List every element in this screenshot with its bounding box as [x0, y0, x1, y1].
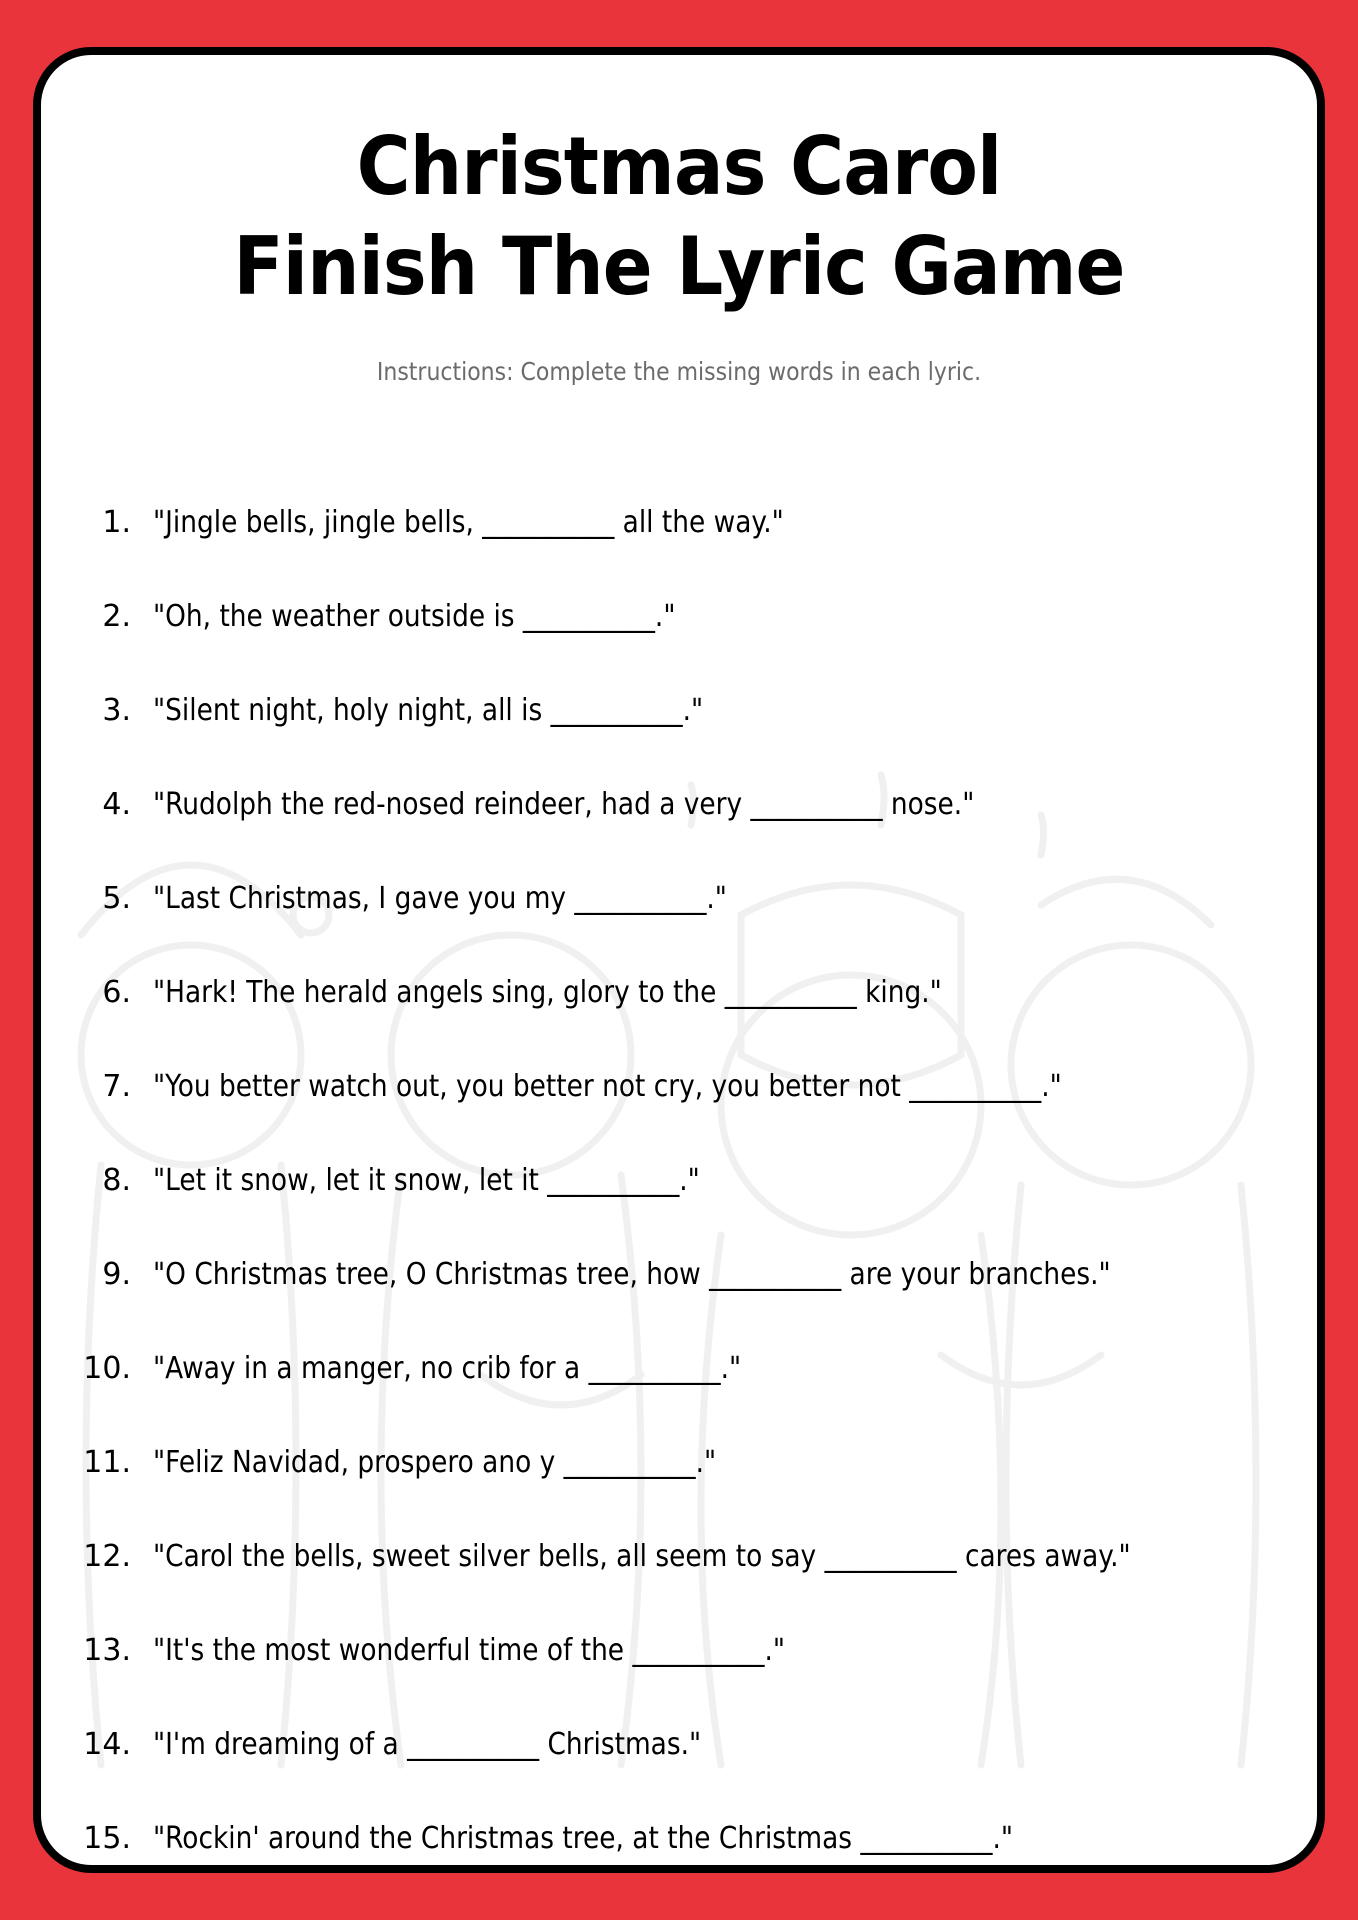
- worksheet-card: [33, 47, 1325, 1873]
- title-line-2: Finish The Lyric Game: [233, 220, 1125, 313]
- page-title: [41, 117, 1317, 317]
- lyric-number: 12.: [83, 1538, 131, 1574]
- instructions-text: Instructions: Complete the missing words in each lyric.: [376, 357, 982, 386]
- lyric-number: 13.: [83, 1632, 131, 1668]
- lyric-number: 3.: [102, 692, 131, 728]
- lyric-number: 4.: [102, 786, 131, 822]
- lyric-text: "Let it snow, let it snow, let it __________.": [153, 1162, 700, 1198]
- lyric-text: "Hark! The herald angels sing, glory to the __________ king.": [153, 974, 942, 1010]
- lyric-text: "Carol the bells, sweet silver bells, all seem to say __________ cares away.": [153, 1538, 1131, 1574]
- lyric-item-1: [41, 475, 1317, 569]
- lyric-number: 11.: [83, 1444, 131, 1480]
- lyric-number: 10.: [83, 1350, 131, 1386]
- lyric-item-10: [41, 1321, 1317, 1415]
- title-line-1: Christmas Carol: [356, 120, 1002, 213]
- lyric-text: "Rudolph the red-nosed reindeer, had a very __________ nose.": [153, 786, 975, 822]
- lyric-item-3: [41, 663, 1317, 757]
- lyric-item-5: [41, 851, 1317, 945]
- lyric-item-15: [41, 1791, 1317, 1873]
- lyric-item-9: [41, 1227, 1317, 1321]
- lyric-text: "It's the most wonderful time of the __________.": [153, 1632, 785, 1668]
- lyric-text: "You better watch out, you better not cry, you better not __________.": [153, 1068, 1062, 1104]
- lyrics-list: [41, 475, 1317, 1873]
- lyric-item-13: [41, 1603, 1317, 1697]
- lyric-text: "Oh, the weather outside is __________.": [153, 598, 676, 634]
- lyric-text: "Jingle bells, jingle bells, __________ all the way.": [153, 504, 784, 540]
- lyric-text: "I'm dreaming of a __________ Christmas.": [153, 1726, 702, 1762]
- lyric-number: 14.: [83, 1726, 131, 1762]
- lyric-item-2: [41, 569, 1317, 663]
- lyric-text: "Silent night, holy night, all is __________.": [153, 692, 704, 728]
- lyric-text: "O Christmas tree, O Christmas tree, how __________ are your branches.": [153, 1256, 1111, 1292]
- lyric-item-12: [41, 1509, 1317, 1603]
- lyric-number: 7.: [102, 1068, 131, 1104]
- lyric-number: 1.: [102, 504, 131, 540]
- lyric-item-11: [41, 1415, 1317, 1509]
- lyric-text: "Away in a manger, no crib for a __________.": [153, 1350, 742, 1386]
- lyric-number: 9.: [102, 1256, 131, 1292]
- lyric-item-6: [41, 945, 1317, 1039]
- lyric-number: 5.: [102, 880, 131, 916]
- lyric-number: 2.: [102, 598, 131, 634]
- lyric-text: "Rockin' around the Christmas tree, at the Christmas __________.": [153, 1820, 1013, 1856]
- lyric-text: "Last Christmas, I gave you my __________.": [153, 880, 727, 916]
- lyric-item-4: [41, 757, 1317, 851]
- lyric-number: 15.: [83, 1820, 131, 1856]
- lyric-number: 6.: [102, 974, 131, 1010]
- lyric-item-8: [41, 1133, 1317, 1227]
- lyric-item-14: [41, 1697, 1317, 1791]
- lyric-number: 8.: [102, 1162, 131, 1198]
- lyric-item-7: [41, 1039, 1317, 1133]
- lyric-text: "Feliz Navidad, prospero ano y __________.": [153, 1444, 717, 1480]
